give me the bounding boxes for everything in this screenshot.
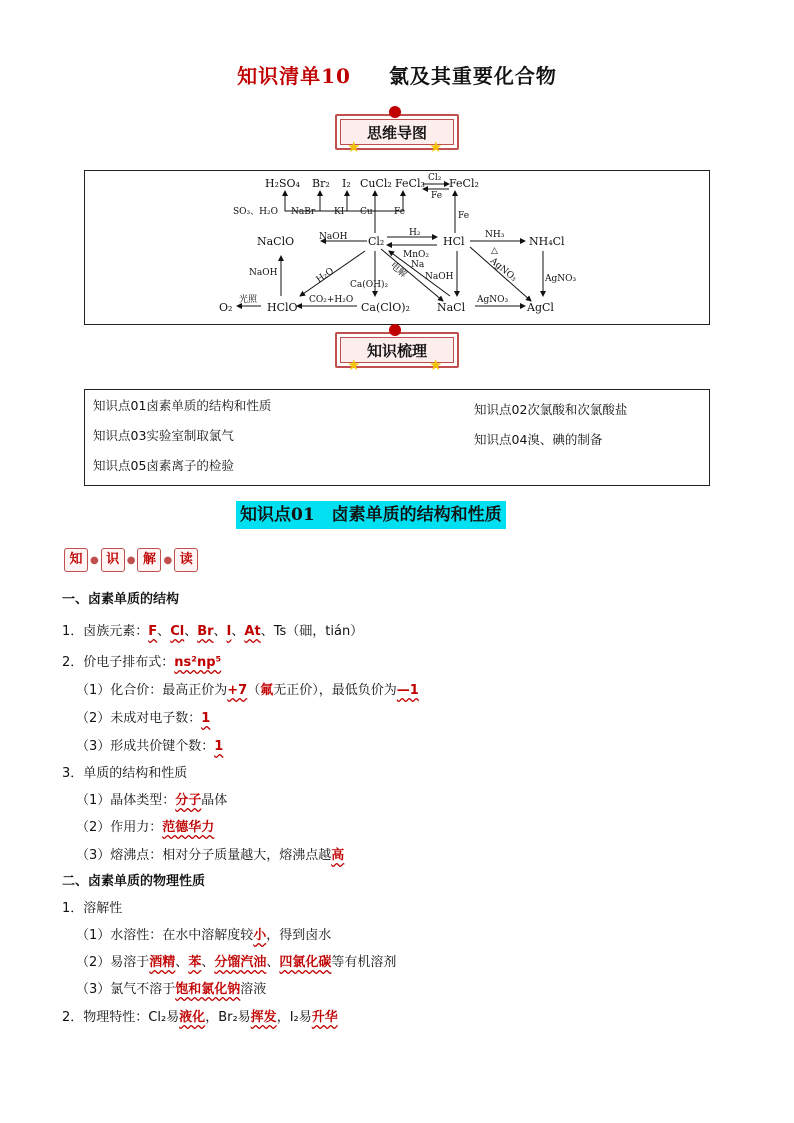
kp01-link[interactable]: 知识点01卤素单质的结构和性质 bbox=[93, 398, 272, 413]
line-force bbox=[76, 816, 214, 835]
diag-fe-left: Fe bbox=[394, 207, 406, 217]
mindmap-badge-label: 思维导图 bbox=[340, 119, 454, 145]
text: 鿬 bbox=[299, 624, 313, 639]
diag-h2: H₂ bbox=[409, 228, 421, 238]
line-crystal bbox=[76, 789, 227, 808]
answer: 酒精 bbox=[149, 955, 176, 970]
answer: —1 bbox=[396, 683, 419, 698]
answer: 液化 bbox=[179, 1010, 206, 1025]
star-icon: ★ bbox=[429, 356, 443, 374]
text: （3）熔沸点：相对分子质量越大，熔沸点越 bbox=[76, 848, 332, 863]
answer: 范德华力 bbox=[162, 820, 215, 835]
diag-naoh2: NaOH bbox=[249, 268, 278, 278]
diag-agcl: AgCl bbox=[527, 301, 554, 314]
line-valence-config bbox=[62, 651, 221, 670]
diag-fe-right: Fe bbox=[458, 211, 470, 221]
answer: 饱和氯化钠 bbox=[175, 982, 241, 997]
text: 1．卤族元素： bbox=[62, 624, 149, 639]
diag-delta: △ bbox=[491, 246, 498, 256]
answer: 分馏汽油 bbox=[214, 955, 267, 970]
answer: 四氯化碳 bbox=[279, 955, 332, 970]
text: ，Br₂易 bbox=[205, 1010, 251, 1025]
diag-cu: Cu bbox=[360, 207, 373, 217]
diag-nh4cl: NH₄Cl bbox=[529, 235, 565, 248]
text: ，tián） bbox=[312, 624, 364, 639]
line-valence bbox=[76, 679, 419, 698]
heading-physical: 二、卤素单质的物理性质 bbox=[62, 874, 206, 889]
answer: 苯 bbox=[188, 955, 202, 970]
mindmap-badge bbox=[331, 108, 461, 156]
line-organic-sol: （2）易溶于酒精、苯、分馏汽油、四氯化碳等有机溶剂 bbox=[76, 955, 397, 970]
text: （1）晶体类型： bbox=[76, 793, 176, 808]
answer: Br bbox=[197, 624, 214, 639]
tag-char: 解 bbox=[137, 548, 161, 572]
text: 2．价电子排布式： bbox=[62, 655, 175, 670]
line-structure-props: 3．单质的结构和性质 bbox=[62, 766, 188, 781]
diag-cl2-top: Cl₂ bbox=[428, 173, 442, 183]
text: （3）氯气不溶于 bbox=[76, 982, 176, 997]
reaction-diagram-svg bbox=[85, 171, 709, 324]
diag-guangzhao: 光照 bbox=[239, 295, 258, 305]
badge-dot-icon bbox=[389, 324, 401, 336]
answer: 1 bbox=[214, 739, 224, 754]
diag-o2: O₂ bbox=[219, 301, 233, 314]
badge-dot-icon bbox=[389, 106, 401, 118]
diag-hclo: HClO bbox=[267, 301, 298, 314]
diag-fe-top: Fe bbox=[431, 191, 443, 201]
diag-co2h2o: CO₂+H₂O bbox=[309, 295, 354, 305]
diag-hcl: HCl bbox=[443, 235, 465, 248]
answer: +7 bbox=[227, 683, 248, 698]
text: （2）作用力： bbox=[76, 820, 163, 835]
section-heading: 知识点01 卤素单质的结构和性质 bbox=[236, 501, 506, 529]
review-badge bbox=[331, 326, 461, 374]
title-number: 知识清单10 bbox=[237, 64, 351, 88]
diag-ki: KI bbox=[334, 207, 345, 217]
answer: At bbox=[244, 624, 261, 639]
kp03-link[interactable]: 知识点03实验室制取氯气 bbox=[93, 428, 234, 443]
diag-i2: I₂ bbox=[342, 177, 351, 190]
text: ，I₂易 bbox=[276, 1010, 312, 1025]
tag-char: 识 bbox=[101, 548, 125, 572]
diag-na: Na bbox=[411, 260, 425, 270]
text: 2．物理特性：Cl₂易 bbox=[62, 1010, 180, 1025]
diag-naoh1: NaOH bbox=[319, 232, 348, 242]
answer: ns²np⁵ bbox=[174, 655, 222, 670]
diag-cucl2: CuCl₂ bbox=[360, 177, 392, 190]
diag-nacl: NaCl bbox=[437, 301, 466, 314]
line-elements: 1．卤族元素：F、Cl、Br、I、At、Ts（鿬，tián） bbox=[62, 624, 364, 639]
tag-char: 读 bbox=[174, 548, 198, 572]
text: 、Ts（ bbox=[260, 624, 300, 639]
line-physical-traits bbox=[62, 1006, 338, 1025]
diag-agno3-diag: AgNO₃ bbox=[487, 256, 519, 284]
section-tag: 知 ● 识 ● 解 ● 读 bbox=[64, 548, 200, 572]
text: （1）水溶性：在水中溶解度较 bbox=[76, 928, 254, 943]
text: 溶液 bbox=[240, 982, 267, 997]
answer: 升华 bbox=[311, 1010, 338, 1025]
text: （1）化合价：最高正价为 bbox=[76, 683, 228, 698]
diag-h2o: H₂O bbox=[314, 266, 336, 286]
text: 等有机溶剂 bbox=[331, 955, 397, 970]
tag-char: 知 bbox=[64, 548, 88, 572]
heading-structure: 一、卤素单质的结构 bbox=[62, 592, 180, 607]
line-water-sol bbox=[76, 924, 331, 943]
answer: 挥发 bbox=[250, 1010, 277, 1025]
diag-caoh2: Ca(OH)₂ bbox=[350, 280, 389, 290]
kp04-link[interactable]: 知识点04溴、碘的制备 bbox=[474, 432, 603, 447]
answer: 高 bbox=[331, 848, 345, 863]
diag-so3h2o: SO₃、H₂O bbox=[233, 207, 278, 217]
kp05-link[interactable]: 知识点05卤素离子的检验 bbox=[93, 458, 234, 473]
title-text: 氯及其重要化合物 bbox=[388, 64, 557, 88]
line-melting bbox=[76, 844, 344, 863]
line-bonds bbox=[76, 735, 223, 754]
diag-agno3-right: AgNO₃ bbox=[545, 274, 577, 284]
diag-dianjie: 电解 bbox=[387, 260, 409, 281]
diag-fecl3: FeCl₃ bbox=[395, 177, 425, 190]
diag-naoh3: NaOH bbox=[425, 272, 454, 282]
text: （2）未成对电子数： bbox=[76, 711, 202, 726]
answer: 氟 bbox=[260, 683, 274, 698]
star-icon: ★ bbox=[347, 356, 361, 374]
text: （2）易溶于 bbox=[76, 955, 150, 970]
star-icon: ★ bbox=[429, 138, 443, 156]
diag-h2so4: H₂SO₄ bbox=[265, 177, 300, 190]
diag-cl2: Cl₂ bbox=[368, 235, 385, 248]
page-title bbox=[0, 60, 794, 89]
line-solubility: 1．溶解性 bbox=[62, 901, 123, 916]
answer: F bbox=[148, 624, 158, 639]
answer: 分子 bbox=[175, 793, 202, 808]
star-icon: ★ bbox=[347, 138, 361, 156]
text: （ bbox=[247, 683, 261, 698]
diag-br2: Br₂ bbox=[312, 177, 330, 190]
knowledge-point-list bbox=[84, 389, 710, 486]
diag-agno3-bottom: AgNO₃ bbox=[477, 295, 509, 305]
review-badge-label: 知识梳理 bbox=[340, 337, 454, 363]
diag-nh3: NH₃ bbox=[485, 230, 505, 240]
answer: Cl bbox=[170, 624, 185, 639]
diag-mno2: MnO₂ bbox=[403, 250, 429, 260]
mindmap-diagram bbox=[84, 170, 710, 325]
line-unpaired bbox=[76, 707, 210, 726]
line-chlorine-insol bbox=[76, 978, 266, 997]
diag-caclo2: Ca(ClO)₂ bbox=[361, 301, 410, 314]
kp02-link[interactable]: 知识点02次氯酸和次氯酸盐 bbox=[474, 402, 628, 417]
answer: 1 bbox=[201, 711, 211, 726]
text: ，得到卤水 bbox=[266, 928, 332, 943]
text: （3）形成共价键个数： bbox=[76, 739, 215, 754]
diag-fecl2: FeCl₂ bbox=[449, 177, 479, 190]
answer: 小 bbox=[253, 928, 267, 943]
text: 晶体 bbox=[201, 793, 228, 808]
diag-nabr: NaBr bbox=[291, 207, 316, 217]
text: 无正价），最低负价为 bbox=[273, 683, 397, 698]
answer: I bbox=[226, 624, 232, 639]
diag-naclo: NaClO bbox=[257, 235, 295, 248]
